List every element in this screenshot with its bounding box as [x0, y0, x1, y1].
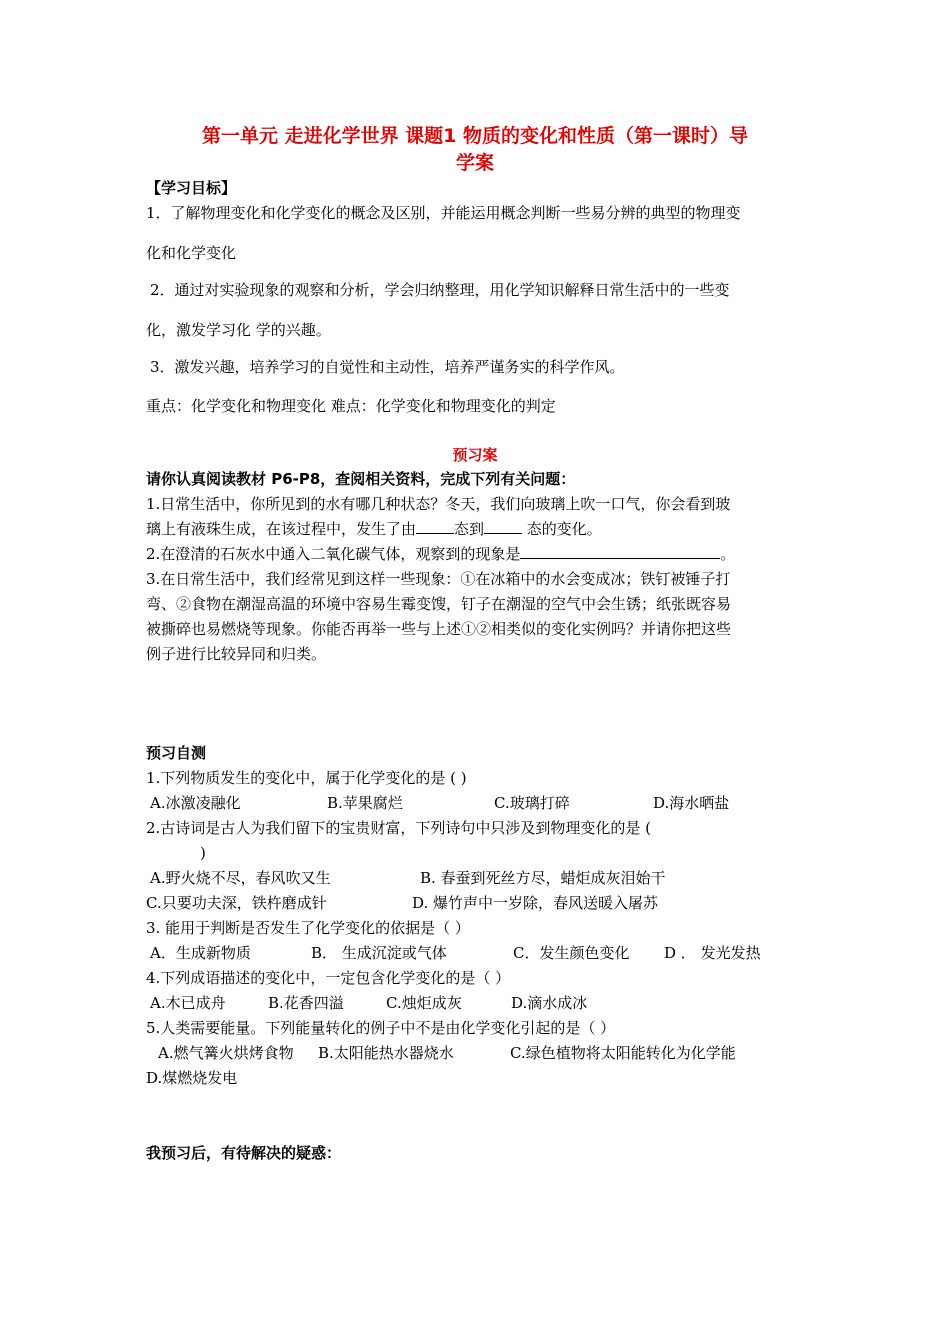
preview-q1-text-a: 璃上有液珠生成，在该过程中，发生了由: [146, 520, 417, 538]
selftest-q5-option-c[interactable]: C.绿色植物将太阳能转化为化学能: [510, 1044, 736, 1062]
selftest-q2-option-c[interactable]: C.只要功夫深，铁杵磨成针: [146, 894, 327, 912]
preview-instruction: 请你认真阅读教材 P6-P8，查阅相关资料，完成下列有关问题：: [146, 470, 576, 488]
selftest-q5-option-d[interactable]: D.煤燃烧发电: [146, 1069, 238, 1087]
preview-q2-text: 2.在澄清的石灰水中通入二氧化碳气体，观察到的现象是: [146, 545, 521, 563]
answer-blank[interactable]: [520, 544, 720, 559]
preview-q2-end: 。: [720, 545, 736, 563]
selftest-q1-option-b[interactable]: B.苹果腐烂: [327, 794, 403, 812]
preview-heading: 预习案: [452, 446, 498, 464]
selftest-q1-option-a[interactable]: A.冰激凌融化: [150, 794, 241, 812]
selftest-q2-option-b[interactable]: B. 春蚕到死丝方尽，蜡炬成灰泪始干: [420, 869, 666, 887]
objective-2-line-2: 化，激发学习化 学的兴趣。: [146, 321, 331, 339]
preview-q1-text-b: 态到: [454, 520, 485, 538]
preview-q1-line-2: [146, 519, 602, 539]
document-title-line-1: 第一单元 走进化学世界 课题1 物质的变化和性质（第一课时）导: [201, 125, 749, 147]
selftest-q3-option-d[interactable]: D ． 发光发热: [664, 944, 761, 962]
preview-q3-line-1: 3.在日常生活中，我们经常见到这样一些现象：①在冰箱中的水会变成冰；铁钉被锤子打: [146, 570, 731, 588]
selftest-q2-line-2: ): [200, 844, 206, 862]
answer-blank[interactable]: [416, 519, 454, 534]
preview-q1-text-c: 态的变化。: [522, 520, 602, 538]
selftest-q2-line-1: 2.古诗词是古人为我们留下的宝贵财富，下列诗句中只涉及到物理变化的是 (: [146, 819, 651, 837]
selftest-q1-option-d[interactable]: D.海水晒盐: [653, 794, 730, 812]
objective-1-line-2: 化和化学变化: [146, 244, 237, 262]
selftest-q5-option-b[interactable]: B.太阳能热水器烧水: [318, 1044, 454, 1062]
selftest-q4-option-b[interactable]: B.花香四溢: [268, 994, 344, 1012]
selftest-q5-option-a[interactable]: A.燃气篝火烘烤食物: [158, 1044, 294, 1062]
objective-3: 3．激发兴趣，培养学习的自觉性和主动性，培养严谨务实的科学作风。: [150, 358, 625, 376]
selftest-heading: 预习自测: [146, 744, 207, 762]
objective-2-line-1: 2．通过对实验现象的观察和分析，学会归纳整理，用化学知识解释日常生活中的一些变: [150, 281, 730, 299]
answer-blank[interactable]: [484, 519, 522, 534]
selftest-q2-option-a[interactable]: A.野火烧不尽，春风吹又生: [150, 869, 331, 887]
selftest-q1: 1.下列物质发生的变化中，属于化学变化的是 ( ): [146, 769, 467, 787]
selftest-q3-option-b[interactable]: B． 生成沉淀或气体: [311, 944, 447, 962]
preview-q2: [146, 544, 735, 564]
selftest-q1-option-c[interactable]: C.玻璃打碎: [494, 794, 570, 812]
selftest-q3-option-a[interactable]: A．生成新物质: [150, 944, 251, 962]
doubts-heading: 我预习后，有待解决的疑惑：: [146, 1144, 342, 1162]
selftest-q3: 3. 能用于判断是否发生了化学变化的依据是（ ）: [146, 919, 470, 937]
preview-q3-line-2: 弯、②食物在潮湿高温的环境中容易生霉变馊，钉子在潮湿的空气中会生锈；纸张既容易: [146, 595, 732, 613]
preview-q1-line-1: 1.日常生活中，你所见到的水有哪几种状态？冬天，我们向玻璃上吹一口气，你会看到玻: [146, 495, 731, 513]
selftest-q4-option-c[interactable]: C.烛炬成灰: [386, 994, 462, 1012]
selftest-q4-option-d[interactable]: D.滴水成冰: [511, 994, 588, 1012]
document-title-line-2: 学案: [455, 152, 494, 174]
objective-1-line-1: 1．了解物理变化和化学变化的概念及区别，并能运用概念判断一些易分辨的典型的物理变: [146, 204, 741, 222]
selftest-q4: 4.下列成语描述的变化中，一定包含化学变化的是（ ）: [146, 969, 511, 987]
objectives-heading: 【学习目标】: [146, 179, 237, 197]
preview-q3-line-4: 例子进行比较异同和归类。: [146, 645, 327, 663]
selftest-q5: 5.人类需要能量。下列能量转化的例子中不是由化学变化引起的是（ ）: [146, 1019, 616, 1037]
selftest-q2-option-d[interactable]: D. 爆竹声中一岁除，春风送暖入屠苏: [412, 894, 659, 912]
selftest-q4-option-a[interactable]: A.木已成舟: [150, 994, 226, 1012]
selftest-q3-option-c[interactable]: C．发生颜色变化: [513, 944, 630, 962]
preview-q3-line-3: 被撕碎也易燃烧等现象。你能否再举一些与上述①②相类似的变化实例吗？并请你把这些: [146, 620, 732, 638]
key-points: 重点：化学变化和物理变化 难点：化学变化和物理变化的判定: [146, 397, 556, 415]
